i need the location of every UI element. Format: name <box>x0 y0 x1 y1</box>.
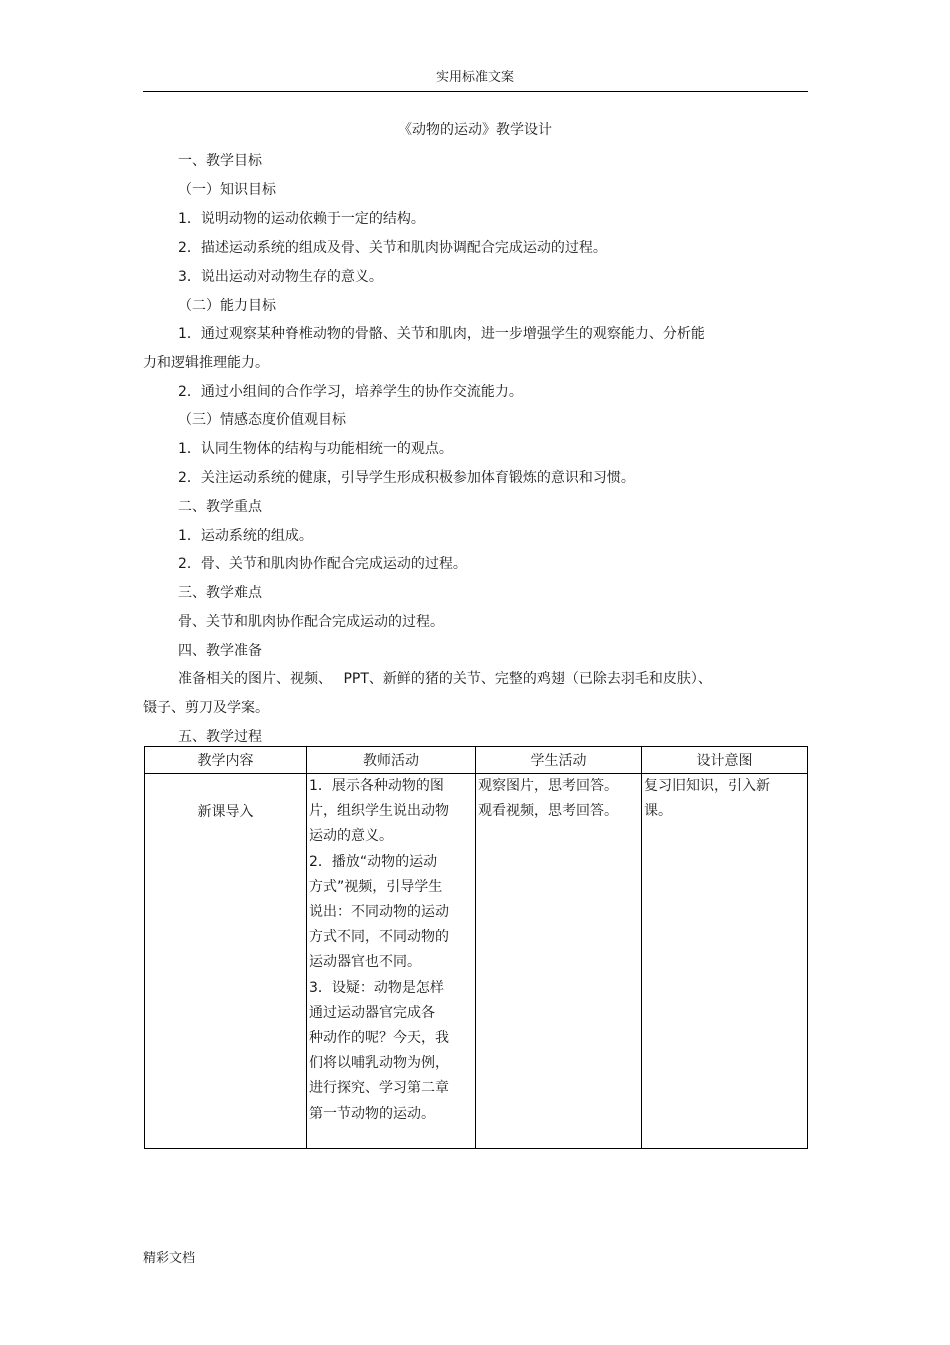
subsection-heading: （一）知识目标 <box>178 182 276 198</box>
column-header: 设计意图 <box>642 747 808 774</box>
paragraph: 力和逻辑推理能力。 <box>143 355 269 371</box>
doc-title: 《动物的运动》教学设计 <box>398 122 552 138</box>
cell-text: 复习旧知识，引入新 课。 <box>644 778 770 820</box>
paragraph: 2．通过小组间的合作学习，培养学生的协作交流能力。 <box>178 384 523 400</box>
header-rule <box>143 91 808 92</box>
paragraph: 骨、关节和肌肉协作配合完成运动的过程。 <box>178 614 444 630</box>
section-heading: 三、教学难点 <box>178 585 262 601</box>
paragraph: 1．说明动物的运动依赖于一定的结构。 <box>178 211 425 227</box>
cell-intent <box>642 774 808 1149</box>
teaching-process-table <box>144 746 808 1149</box>
paragraph: 3．说出运动对动物生存的意义。 <box>178 269 383 285</box>
column-header: 学生活动 <box>476 747 642 774</box>
cell-text: 1．展示各种动物的图 片，组织学生说出动物 运动的意义。 2．播放“动物的运动 方式”视频，引导学生 说出：不同动物的运动 方式不同，不同动物的 运动器官也不同。 3．设疑：动物是怎样 通过运动器官完成各 种动作的呢？今天，我 们将以哺乳动物为例， 进行探究、学习第二章 第一节动物的运动。 <box>309 778 449 1122</box>
section-heading: 二、教学重点 <box>178 499 262 515</box>
page-footer: 精彩文档 <box>143 1251 196 1266</box>
cell-content <box>145 774 307 1149</box>
paragraph: 2．描述运动系统的组成及骨、关节和肌肉协调配合完成运动的过程。 <box>178 240 607 256</box>
page-header: 实用标准文案 <box>435 70 514 85</box>
cell-teacher <box>307 774 476 1149</box>
paragraph: 2．骨、关节和肌肉协作配合完成运动的过程。 <box>178 556 467 572</box>
column-header: 教学内容 <box>145 747 307 774</box>
column-header: 教师活动 <box>307 747 476 774</box>
cell-text: 观察图片，思考回答。 观看视频，思考回答。 <box>478 778 618 820</box>
cell-text: 新课导入 <box>197 804 254 820</box>
section-heading: 五、教学过程 <box>178 729 262 745</box>
section-heading: 四、教学准备 <box>178 643 262 659</box>
paragraph: 1．认同生物体的结构与功能相统一的观点。 <box>178 441 453 457</box>
table-row <box>145 774 808 1149</box>
paragraph: 镊子、剪刀及学案。 <box>143 700 269 716</box>
paragraph: 1．通过观察某种脊椎动物的骨骼、关节和肌肉，进一步增强学生的观察能力、分析能 <box>178 326 705 342</box>
subsection-heading: （三）情感态度价值观目标 <box>178 412 346 428</box>
paragraph: 准备相关的图片、视频、 PPT、新鲜的猪的关节、完整的鸡翅（已除去羽毛和皮肤）、 <box>178 671 712 687</box>
table-header-row <box>145 747 808 774</box>
paragraph: 1．运动系统的组成。 <box>178 528 313 544</box>
subsection-heading: （二）能力目标 <box>178 298 276 314</box>
cell-student <box>476 774 642 1149</box>
paragraph: 2．关注运动系统的健康，引导学生形成积极参加体育锻炼的意识和习惯。 <box>178 470 635 486</box>
section-heading: 一、教学目标 <box>178 153 262 169</box>
